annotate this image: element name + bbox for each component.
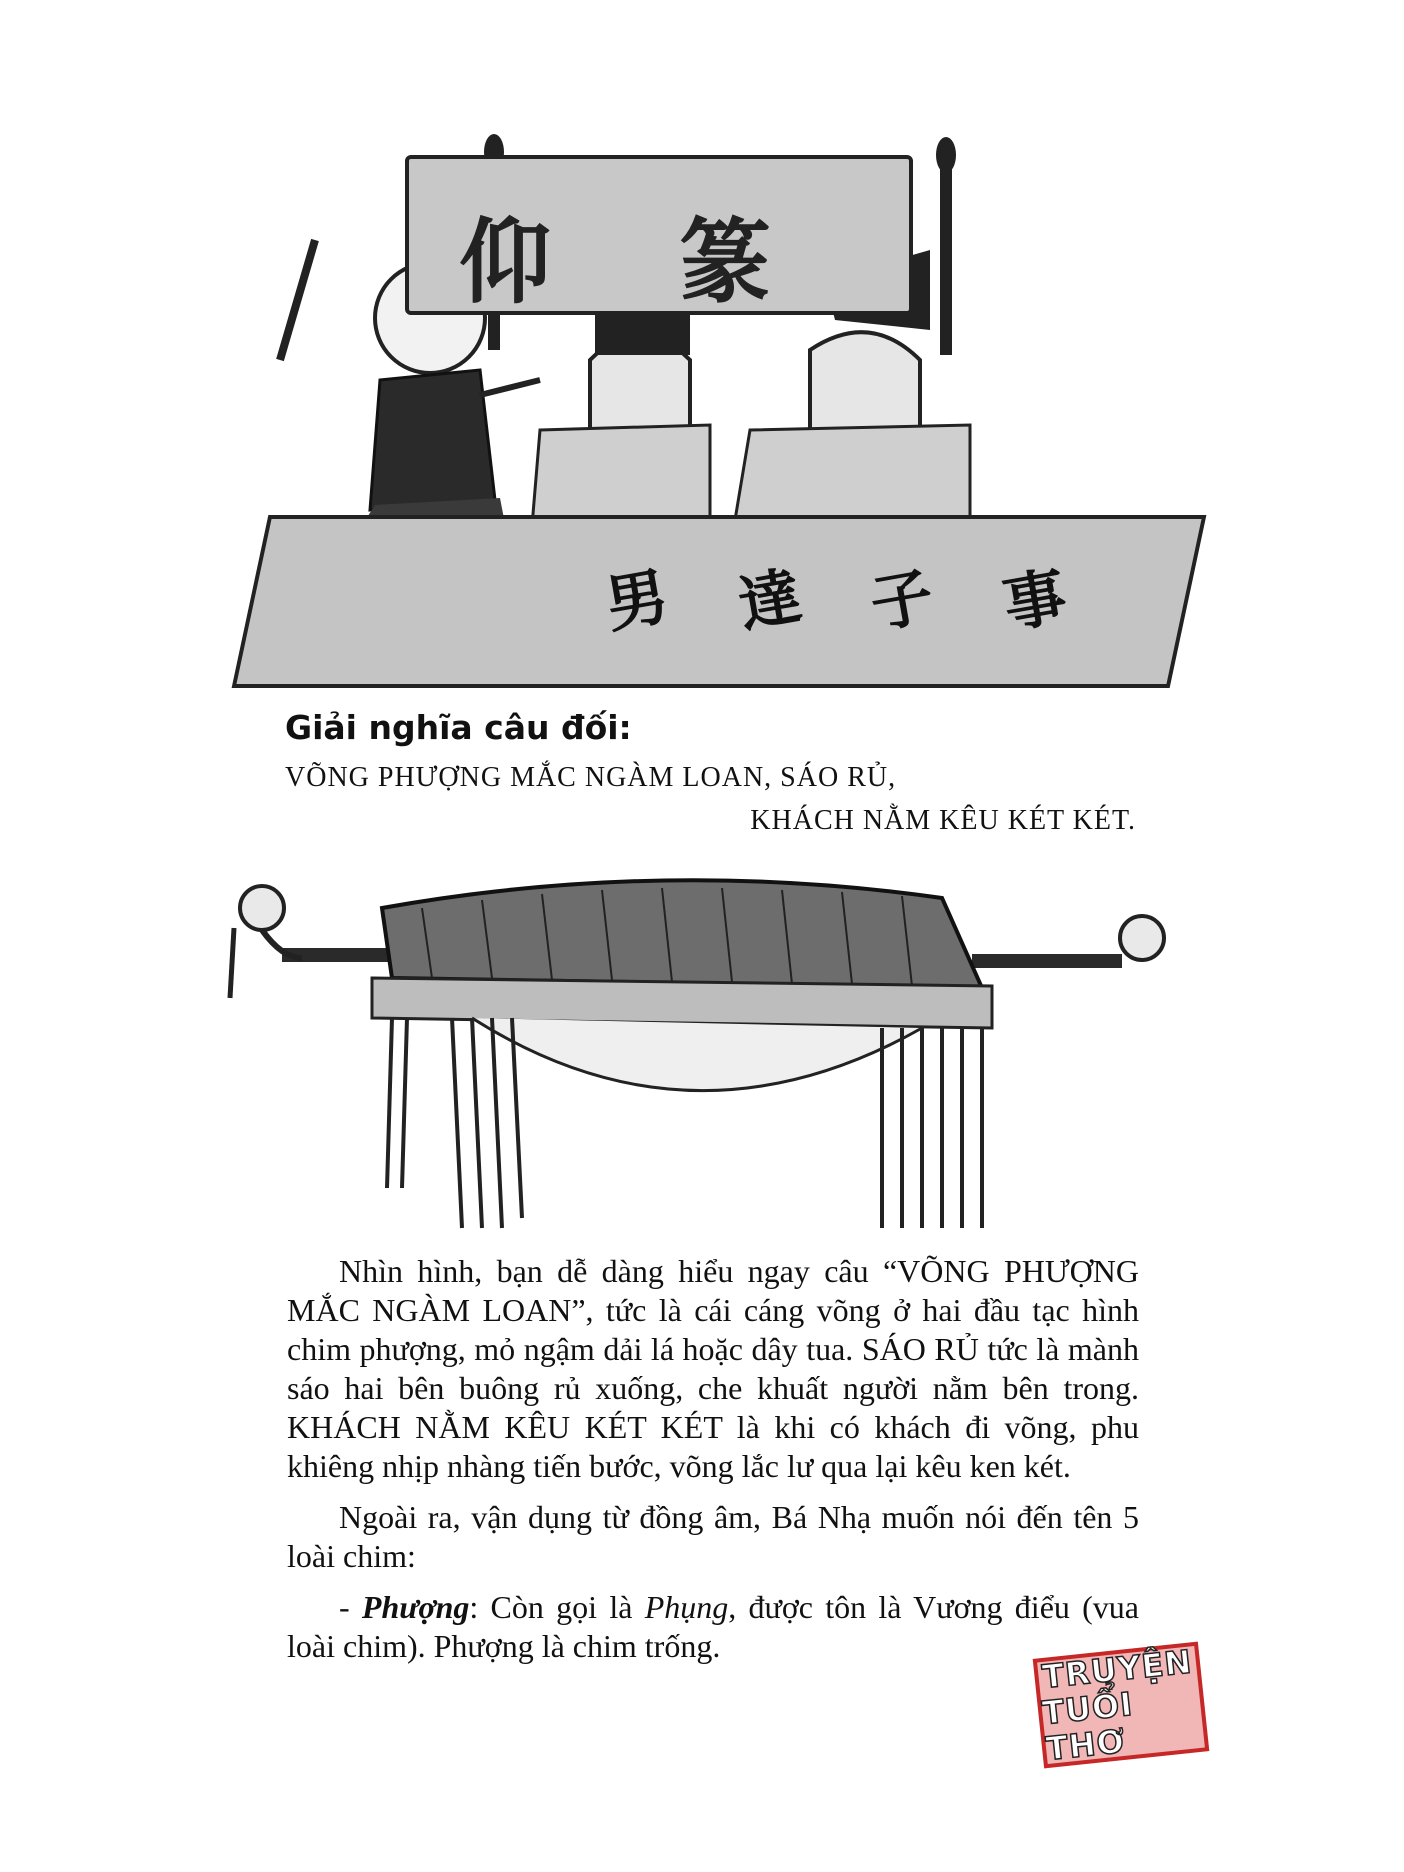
phoenix-head-left-icon [240,886,284,930]
bullet-term-alt: Phụng [644,1589,729,1625]
explanation-text [287,1252,1139,1666]
scroll-char-2: 達 [732,558,807,642]
bullet-text-2: , được tôn là Vương điểu (vua loài chim). Phượng là chim trống. [287,1589,1140,1664]
couplet-illustration [210,130,1180,690]
couplet-line-1: VÕNG PHƯỢNG MẮC NGÀM LOAN, SÁO RỦ, [285,762,897,793]
scroll-char-4: 事 [997,558,1072,642]
logo-line-1: TRUYỆN [1040,1642,1194,1696]
couplet-line-2: KHÁCH NẰM KÊU KÉT KÉT. [750,805,1136,836]
banner-board [405,155,913,315]
bullet-text-1: : Còn gọi là [469,1589,645,1625]
bullet-term: Phượng [361,1589,470,1625]
banner-char-1: 仰 [459,209,552,316]
hammock-illustration [222,868,1174,1238]
bullet-item [287,1588,1139,1666]
logo-line-2: TUỔI THƠ [1040,1684,1135,1768]
scroll-char-1: 男 [600,558,674,642]
section-heading: Giải nghĩa câu đối: [285,708,632,747]
paragraph-2: Ngoài ra, vận dụng từ đồng âm, Bá Nhạ muốn nói đến tên 5 loài chim: [287,1499,1139,1574]
scroll-characters [600,530,1072,660]
scroll-char-3: 子 [865,558,940,642]
phoenix-head-right-icon [1120,916,1164,960]
publisher-logo [1033,1642,1210,1769]
bullet-prefix: - [339,1589,362,1625]
paragraph-1: Nhìn hình, bạn dễ dàng hiểu ngay câu “VÕNG PHƯỢNG MẮC NGÀM LOAN”, tức là cái cáng võng ở hai đầu tạc hình chim phượng, mỏ ngậm dải lá hoặc dây tua. SÁO RỦ tức là mành sáo hai bên buông rủ xuống, che khuất người nằm bên trong. KHÁCH NẰM KÊU KÉT KÉT là khi có khách đi võng, phu khiêng nhịp nhàng tiến bước, võng lắc lư qua lại kêu ken két. [287,1253,1139,1484]
banner-char-2: 篆 [679,209,772,316]
hammock-drawing [222,868,1174,1238]
